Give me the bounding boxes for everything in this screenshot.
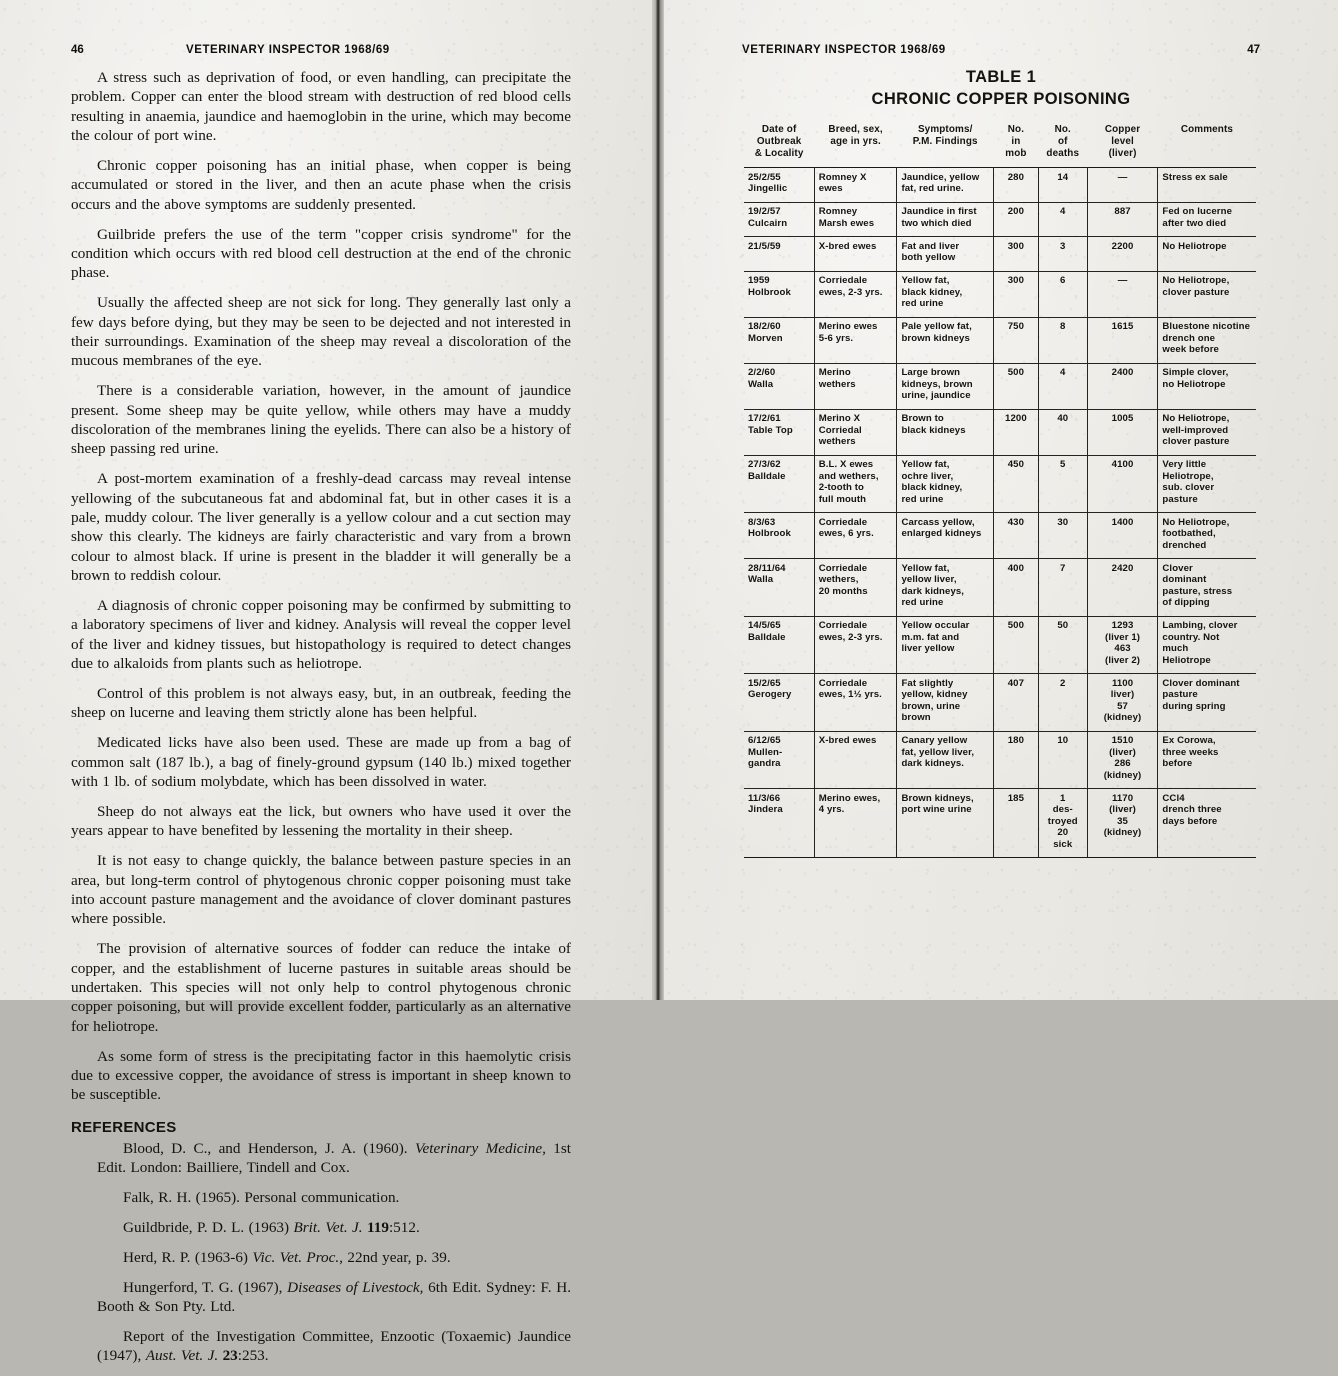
table-cell-comments: Lambing, clover country. Not much Heliotrope (1158, 616, 1256, 674)
table-cell-date: 28/11/64 Walla (744, 559, 814, 617)
table-cell-mob: 300 (994, 237, 1039, 272)
table-row (744, 789, 1256, 858)
table-cell-copper: — (1087, 271, 1158, 317)
table-row (744, 616, 1256, 674)
table-cell-breed: Corriedale ewes, 6 yrs. (814, 513, 897, 559)
table-cell-symptoms: Jaundice in first two which died (897, 202, 994, 237)
table-cell-symptoms: Yellow fat, ochre liver, black kidney, red urine (897, 455, 994, 513)
body-paragraph: Control of this problem is not always easy, but, in an outbreak, feeding the sheep on lucerne and leaving them strictly alone has been helpful. (71, 685, 571, 722)
table-cell-copper: 1615 (1087, 317, 1158, 363)
table-cell-date: 21/5/59 (744, 237, 814, 272)
table-row (744, 202, 1256, 237)
table-column-header: No. of deaths (1046, 124, 1080, 160)
table-cell-deaths: 10 (1038, 731, 1087, 789)
body-paragraph: Chronic copper poisoning has an initial phase, when copper is being accumulated or stored in the liver, and then an acute phase when the crisis occurs and the above symptoms are suddenly presented. (71, 157, 571, 213)
table-cell-comments: No Heliotrope (1158, 237, 1256, 272)
table-header-row (744, 122, 1256, 168)
body-paragraph: It is not easy to change quickly, the balance between pasture species in an area, but long-term control of phytogenous chronic copper poisoning must take into account pasture management and the avoidance of clover dominant pastures where possible. (71, 852, 571, 928)
references-list (71, 1139, 571, 1366)
table-cell-breed: Romney Marsh ewes (814, 202, 897, 237)
running-head-left: VETERINARY INSPECTOR 1968/69 (186, 44, 390, 56)
table-cell-mob: 450 (994, 455, 1039, 513)
table-column-header: Symptoms/ P.M. Findings (912, 124, 978, 148)
table-column-header: Breed, sex, age in yrs. (828, 124, 883, 148)
table-cell-comments: Ex Corowa, three weeks before (1158, 731, 1256, 789)
reference-entry: Blood, D. C., and Henderson, J. A. (1960). Veterinary Medicine, 1st Edit. London: Bailliere, Tindell and Cox. (97, 1139, 571, 1176)
table-cell-deaths: 7 (1038, 559, 1087, 617)
table-cell-date: 11/3/66 Jindera (744, 789, 814, 858)
table-column-header: No. in mob (1005, 124, 1027, 160)
table-cell-date: 1959 Holbrook (744, 271, 814, 317)
table-cell-breed: Merino X Corriedal wethers (814, 409, 897, 455)
reference-entry: Report of the Investigation Committee, Enzootic (Toxaemic) Jaundice (1947), Aust. Vet. J. 23:253. (97, 1327, 571, 1365)
reference-entry: Guildbride, P. D. L. (1963) Brit. Vet. J. 119:512. (123, 1218, 420, 1236)
table-cell-date: 6/12/65 Mullen- gandra (744, 731, 814, 789)
body-paragraph: A diagnosis of chronic copper poisoning may be confirmed by submitting to a laboratory specimens of liver and kidney. Analysis will reveal the copper level of the liver and kidney tissues, but histopathology is required to detect changes due to alkaloids from plants such as heliotrope. (71, 597, 571, 673)
table-row (744, 409, 1256, 455)
table-cell-deaths: 8 (1038, 317, 1087, 363)
table-cell-mob: 750 (994, 317, 1039, 363)
table-cell-symptoms: Carcass yellow, enlarged kidneys (897, 513, 994, 559)
table-cell-date: 14/5/65 Balldale (744, 616, 814, 674)
table-cell-copper: 1510 (liver) 286 (kidney) (1087, 731, 1158, 789)
body-paragraph: There is a considerable variation, however, in the amount of jaundice present. Some sheep may be quite yellow, while others may have a muddy discoloration of the membranes lining the eyelids. There can also be a history of sheep passing red urine. (71, 382, 571, 458)
table-cell-comments: Clover dominant pasture, stress of dipping (1158, 559, 1256, 617)
table-cell-symptoms: Brown kidneys, port wine urine (897, 789, 994, 858)
table-cell-deaths: 14 (1038, 168, 1087, 203)
table-cell-breed: B.L. X ewes and wethers, 2-tooth to full mouth (814, 455, 897, 513)
table-cell-mob: 300 (994, 271, 1039, 317)
table-cell-breed: Corriedale ewes, 1½ yrs. (814, 674, 897, 732)
folio-right: 47 (1247, 44, 1260, 56)
table-cell-comments: Very little Heliotrope, sub. clover pasture (1158, 455, 1256, 513)
table-cell-comments: Clover dominant pasture during spring (1158, 674, 1256, 732)
table-body (744, 168, 1256, 858)
table-cell-copper: 1005 (1087, 409, 1158, 455)
table-cell-comments: Stress ex sale (1158, 168, 1256, 203)
body-text-column (71, 68, 571, 1376)
article-paragraphs (71, 68, 571, 1105)
table-cell-deaths: 30 (1038, 513, 1087, 559)
references-heading: REFERENCES (71, 1118, 177, 1136)
table-cell-mob: 180 (994, 731, 1039, 789)
table-cell-date: 19/2/57 Culcairn (744, 202, 814, 237)
table-cell-deaths: 5 (1038, 455, 1087, 513)
table-row (744, 317, 1256, 363)
body-paragraph: Medicated licks have also been used. These are made up from a bag of common salt (187 lb.), a bag of finely-ground gypsum (140 lb.) mixed together with 1 lb. of sodium molybdate, which has been dissolved in water. (71, 734, 571, 790)
table-cell-deaths: 50 (1038, 616, 1087, 674)
table-cell-deaths: 40 (1038, 409, 1087, 455)
table-row (744, 731, 1256, 789)
reference-entry: Hungerford, T. G. (1967), Diseases of Livestock, 6th Edit. Sydney: F. H. Booth & Son Pty. Ltd. (97, 1278, 571, 1315)
reference-entry: Falk, R. H. (1965). Personal communication. (123, 1188, 400, 1206)
table-row (744, 271, 1256, 317)
body-paragraph: A post-mortem examination of a freshly-dead carcass may reveal intense yellowing of the subcutaneous fat and abdominal fat, but in other cases it is a pale, muddy colour. The liver generally is a yellow colour and a cut section may show this clearly. The kidneys are fairly characteristic and vary from a brown colour to almost black. If urine is present in the bladder it will generally be a brown to reddish colour. (71, 470, 571, 585)
table-cell-mob: 500 (994, 616, 1039, 674)
table-cell-copper: 887 (1087, 202, 1158, 237)
table-cell-date: 15/2/65 Gerogery (744, 674, 814, 732)
table-row (744, 237, 1256, 272)
folio-left: 46 (71, 44, 84, 56)
table-cell-mob: 407 (994, 674, 1039, 732)
table-row (744, 168, 1256, 203)
body-paragraph: Usually the affected sheep are not sick for long. They generally last only a few days before dying, but they may be seen to be dejected and not interested in their surroundings. Examination of the sheep may reveal a discoloration of the mucous membranes of the eye. (71, 294, 571, 370)
chronic-copper-poisoning-table-wrapper (744, 122, 1256, 858)
table-cell-comments: No Heliotrope, footbathed, drenched (1158, 513, 1256, 559)
table-cell-symptoms: Pale yellow fat, brown kidneys (897, 317, 994, 363)
table-cell-breed: Corriedale ewes, 2-3 yrs. (814, 616, 897, 674)
chronic-copper-poisoning-table (744, 122, 1256, 858)
table-row (744, 513, 1256, 559)
table-cell-copper: 1400 (1087, 513, 1158, 559)
table-cell-copper: 1293 (liver 1) 463 (liver 2) (1087, 616, 1158, 674)
left-page (0, 0, 652, 1365)
table-cell-deaths: 4 (1038, 363, 1087, 409)
table-cell-deaths: 1 des- troyed 20 sick (1038, 789, 1087, 858)
table-cell-copper: 1170 (liver) 35 (kidney) (1087, 789, 1158, 858)
body-paragraph: A stress such as deprivation of food, or even handling, can precipitate the problem. Copper can enter the blood stream with destruction of red blood cells resulting in anaemia, jaundice and haemoglobin in the urine, which may become the colour of port wine. (71, 69, 571, 145)
table-column-header: Copper level (liver) (1104, 124, 1141, 160)
table-cell-symptoms: Large brown kidneys, brown urine, jaundice (897, 363, 994, 409)
table-cell-date: 18/2/60 Morven (744, 317, 814, 363)
table-cell-copper: — (1087, 168, 1158, 203)
table-cell-copper: 2400 (1087, 363, 1158, 409)
running-head-right: VETERINARY INSPECTOR 1968/69 (742, 44, 946, 56)
table-row (744, 455, 1256, 513)
table-cell-copper: 4100 (1087, 455, 1158, 513)
table-cell-date: 2/2/60 Walla (744, 363, 814, 409)
right-page (664, 0, 1338, 1000)
table-cell-date: 8/3/63 Holbrook (744, 513, 814, 559)
table-row (744, 363, 1256, 409)
table-cell-symptoms: Yellow fat, black kidney, red urine (897, 271, 994, 317)
table-title: TABLE 1 (965, 68, 1037, 86)
body-paragraph: As some form of stress is the precipitating factor in this haemolytic crisis due to excessive copper, the avoidance of stress is important in sheep known to be susceptible. (71, 1047, 571, 1104)
table-cell-symptoms: Fat slightly yellow, kidney brown, urine brown (897, 674, 994, 732)
table-cell-date: 25/2/55 Jingellic (744, 168, 814, 203)
table-cell-breed: Merino ewes, 4 yrs. (814, 789, 897, 858)
table-cell-comments: Bluestone nicotine drench one week before (1158, 317, 1256, 363)
table-cell-deaths: 2 (1038, 674, 1087, 732)
table-cell-comments: Simple clover, no Heliotrope (1158, 363, 1256, 409)
table-column-header: Comments (1180, 124, 1234, 135)
table-cell-mob: 500 (994, 363, 1039, 409)
table-cell-copper: 2420 (1087, 559, 1158, 617)
table-row (744, 674, 1256, 732)
table-cell-breed: Merino wethers (814, 363, 897, 409)
body-paragraph: Sheep do not always eat the lick, but owners who have used it over the years appear to have benefited by lessening the mortality in their sheep. (71, 802, 571, 840)
table-head (744, 122, 1256, 168)
table-cell-breed: Corriedale ewes, 2-3 yrs. (814, 271, 897, 317)
table-cell-mob: 185 (994, 789, 1039, 858)
table-cell-copper: 1100 liver) 57 (kidney) (1087, 674, 1158, 732)
table-cell-mob: 1200 (994, 409, 1039, 455)
table-cell-symptoms: Jaundice, yellow fat, red urine. (897, 168, 994, 203)
table-cell-breed: X-bred ewes (814, 731, 897, 789)
table-cell-symptoms: Fat and liver both yellow (897, 237, 994, 272)
table-cell-symptoms: Yellow fat, yellow liver, dark kidneys, red urine (897, 559, 994, 617)
table-cell-mob: 200 (994, 202, 1039, 237)
table-cell-symptoms: Canary yellow fat, yellow liver, dark kidneys. (897, 731, 994, 789)
table-cell-symptoms: Yellow occular m.m. fat and liver yellow (897, 616, 994, 674)
reference-entry: Herd, R. P. (1963-6) Vic. Vet. Proc., 22nd year, p. 39. (123, 1248, 451, 1266)
table-cell-mob: 430 (994, 513, 1039, 559)
table-cell-date: 17/2/61 Table Top (744, 409, 814, 455)
table-cell-symptoms: Brown to black kidneys (897, 409, 994, 455)
table-cell-breed: Romney X ewes (814, 168, 897, 203)
body-paragraph: Guilbride prefers the use of the term "copper crisis syndrome" for the condition which occurs with red blood cell destruction at the end of the chronic phase. (71, 225, 571, 282)
table-cell-copper: 2200 (1087, 237, 1158, 272)
table-cell-comments: No Heliotrope, well-improved clover pasture (1158, 409, 1256, 455)
table-cell-date: 27/3/62 Balldale (744, 455, 814, 513)
table-cell-comments: CCl4 drench three days before (1158, 789, 1256, 858)
book-gutter (652, 0, 664, 1000)
table-column-header: Date of Outbreak & Locality (754, 124, 804, 160)
table-subtitle: CHRONIC COPPER POISONING (871, 90, 1131, 108)
table-cell-breed: Corriedale wethers, 20 months (814, 559, 897, 617)
table-row (744, 559, 1256, 617)
table-cell-deaths: 6 (1038, 271, 1087, 317)
table-cell-deaths: 4 (1038, 202, 1087, 237)
table-cell-breed: Merino ewes 5-6 yrs. (814, 317, 897, 363)
table-cell-mob: 280 (994, 168, 1039, 203)
table-cell-mob: 400 (994, 559, 1039, 617)
table-cell-breed: X-bred ewes (814, 237, 897, 272)
table-cell-comments: No Heliotrope, clover pasture (1158, 271, 1256, 317)
table-cell-deaths: 3 (1038, 237, 1087, 272)
table-cell-comments: Fed on lucerne after two died (1158, 202, 1256, 237)
body-paragraph: The provision of alternative sources of fodder can reduce the intake of copper, and the establishment of lucerne pastures in suitable areas should be undertaken. This species will not only help to control phytogenous chronic copper poisoning, but will provide excellent fodder, particularly as an alternative for heliotrope. (71, 940, 571, 1035)
